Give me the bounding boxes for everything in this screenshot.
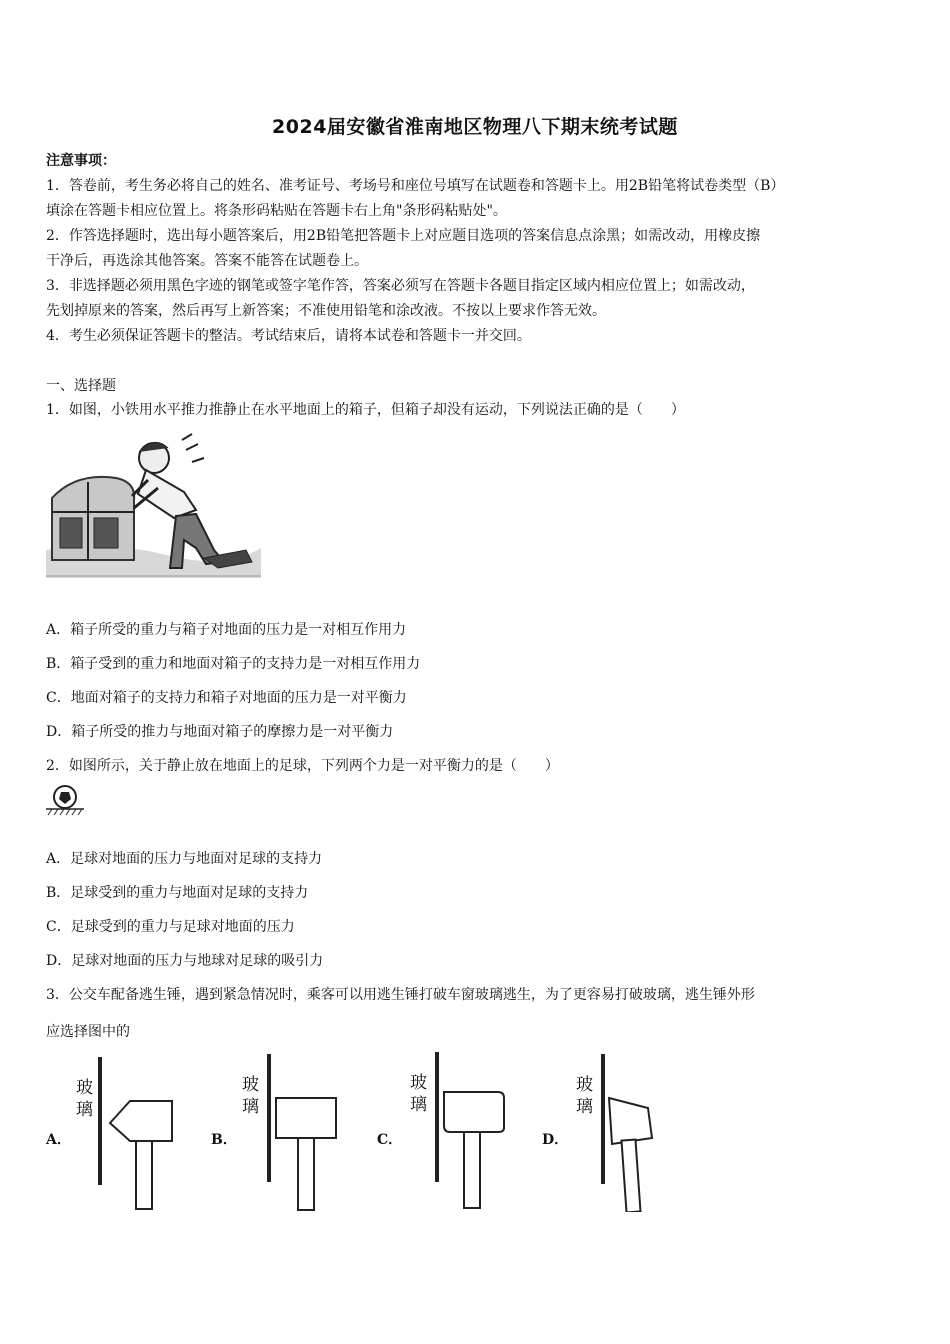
hammer-choice-c-label: C． bbox=[377, 1132, 403, 1148]
question-2-option-d: D．足球对地面的压力与地球对足球的吸引力 bbox=[46, 953, 324, 969]
question-1-option-d: D．箱子所受的推力与地面对箱子的摩擦力是一对平衡力 bbox=[46, 724, 394, 740]
glass-label-char: 璃 bbox=[410, 1095, 427, 1115]
question-2-option-c: C．足球受到的重力与足球对地面的压力 bbox=[46, 919, 295, 935]
hammer-figure-c bbox=[406, 1050, 516, 1210]
notice-line: 3．非选择题必须用黑色字迹的钢笔或签字笔作答，答案必须写在答题卡各题目指定区域内相应位置上；如需改动， bbox=[46, 278, 755, 294]
section-heading: 一、选择题 bbox=[46, 378, 116, 394]
question-2-option-b: B．足球受到的重力与地面对足球的支持力 bbox=[46, 885, 309, 901]
pushing-box-illustration bbox=[46, 430, 261, 580]
page-title: 2024届安徽省淮南地区物理八下期末统考试题 bbox=[272, 116, 678, 138]
notice-line: 2．作答选择题时，选出每小题答案后，用2B铅笔把答题卡上对应题目选项的答案信息点涂黑；如需改动，用橡皮擦 bbox=[46, 228, 761, 244]
hammer-choice-a-label: A． bbox=[46, 1132, 71, 1148]
notice-line: 干净后，再选涂其他答案。答案不能答在试题卷上。 bbox=[46, 253, 368, 269]
question-3-stem: 3．公交车配备逃生锤，遇到紧急情况时，乘客可以用逃生锤打破车窗玻璃逃生，为了更容易打破玻璃，逃生锤外形 bbox=[46, 987, 755, 1003]
glass-label-char: 璃 bbox=[76, 1100, 93, 1120]
notice-line: 先划掉原来的答案，然后再写上新答案；不准使用铅笔和涂改液。不按以上要求作答无效。 bbox=[46, 303, 606, 319]
glass-label-char: 玻 bbox=[242, 1075, 259, 1095]
question-1-option-a: A．箱子所受的重力与箱子对地面的压力是一对相互作用力 bbox=[46, 622, 407, 638]
notice-line: 1．答卷前，考生务必将自己的姓名、准考证号、考场号和座位号填写在试题卷和答题卡上。用2B铅笔将试卷类型（B） bbox=[46, 178, 785, 194]
glass-label-char: 璃 bbox=[242, 1097, 259, 1117]
question-1-option-c: C．地面对箱子的支持力和箱子对地面的压力是一对平衡力 bbox=[46, 690, 407, 706]
hammer-figure-d bbox=[572, 1052, 682, 1212]
hammer-figure-a bbox=[72, 1055, 182, 1215]
hammer-choice-d-label: D． bbox=[542, 1132, 569, 1148]
notice-line: 填涂在答题卡相应位置上。将条形码粘贴在答题卡右上角"条形码粘贴处"。 bbox=[46, 203, 507, 219]
football-on-ground-illustration bbox=[44, 784, 86, 818]
notice-line: 4．考生必须保证答题卡的整洁。考试结束后，请将本试卷和答题卡一并交回。 bbox=[46, 328, 531, 344]
hammer-figure-b bbox=[238, 1052, 348, 1212]
question-1-stem: 1．如图，小铁用水平推力推静止在水平地面上的箱子，但箱子却没有运动，下列说法正确的是（ ） bbox=[46, 402, 685, 418]
question-3-stem-continued: 应选择图中的 bbox=[46, 1024, 130, 1040]
question-2-option-a: A．足球对地面的压力与地面对足球的支持力 bbox=[46, 851, 323, 867]
hammer-choice-b-label: B． bbox=[211, 1132, 237, 1148]
question-1-option-b: B．箱子受到的重力和地面对箱子的支持力是一对相互作用力 bbox=[46, 656, 421, 672]
glass-label-char: 玻 bbox=[576, 1075, 593, 1095]
glass-label-char: 玻 bbox=[410, 1073, 427, 1093]
question-2-stem: 2．如图所示，关于静止放在地面上的足球，下列两个力是一对平衡力的是（ ） bbox=[46, 758, 559, 774]
notice-heading: 注意事项： bbox=[46, 153, 116, 169]
glass-label-char: 玻 bbox=[76, 1078, 93, 1098]
glass-label-char: 璃 bbox=[576, 1097, 593, 1117]
